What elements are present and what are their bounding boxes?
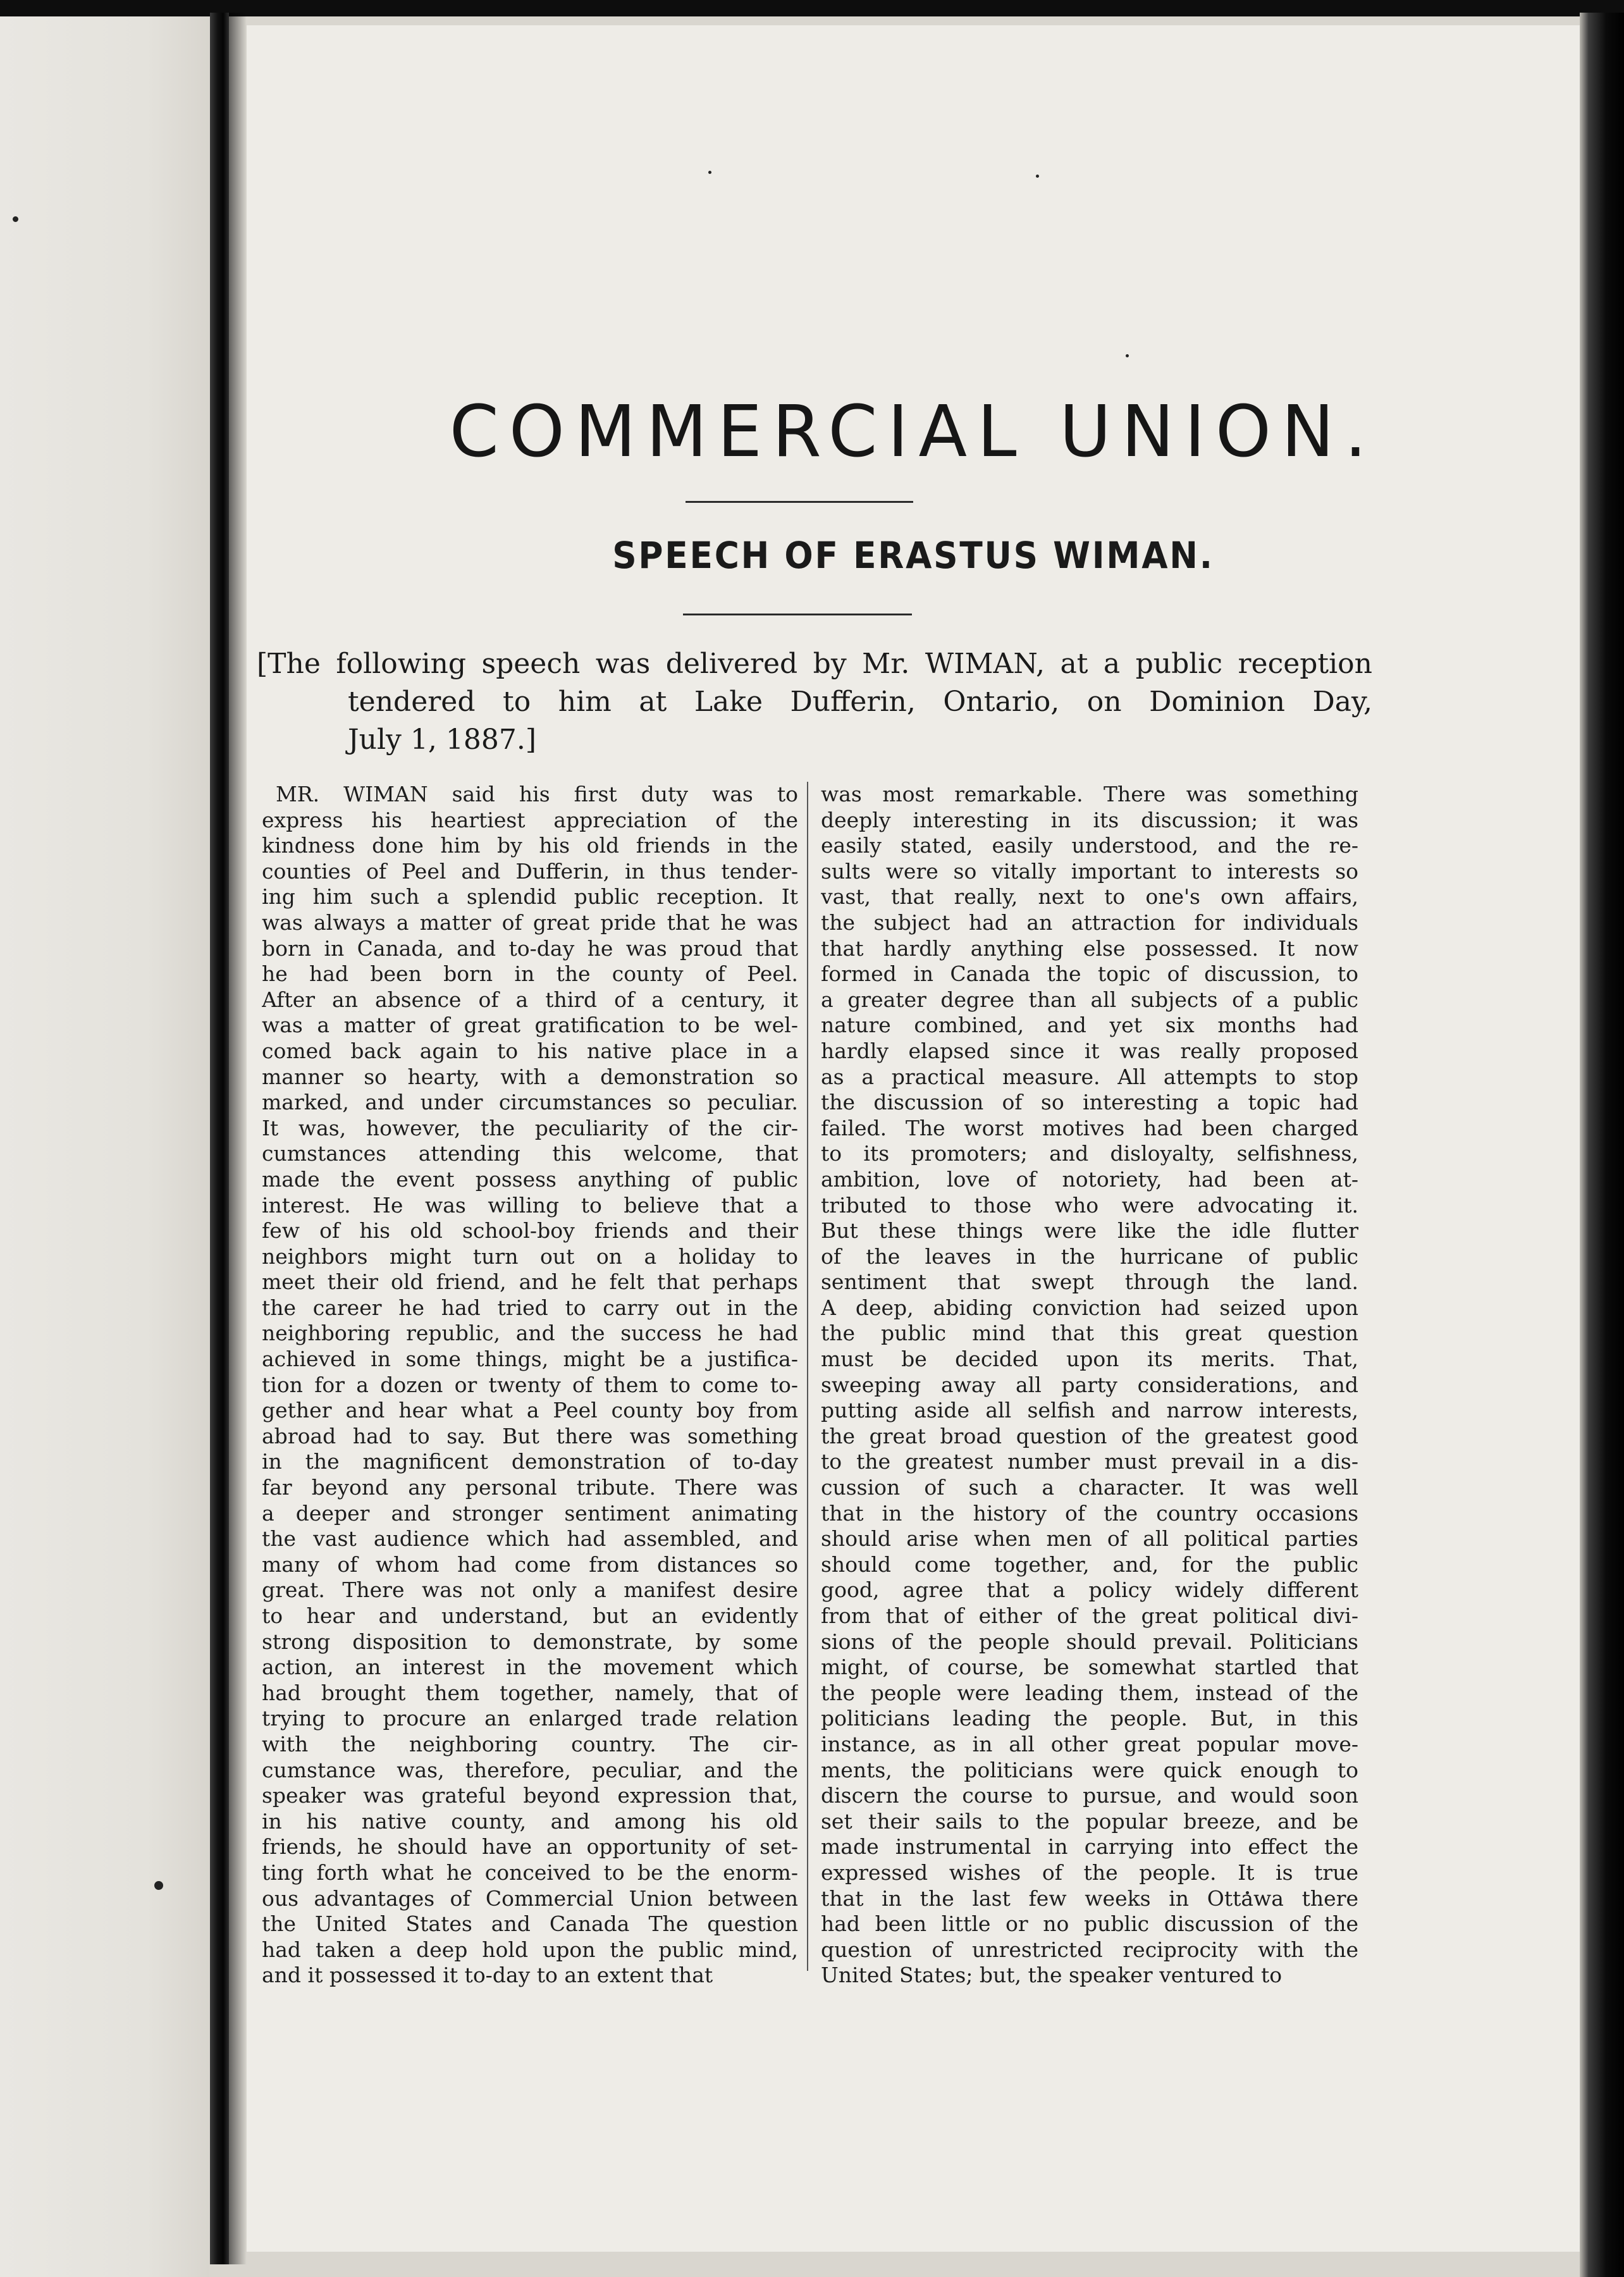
- text-line: should arise when men of all political parties: [821, 1526, 1358, 1552]
- speck: [154, 1881, 163, 1890]
- left-column: [262, 782, 798, 1989]
- text-line: to its promoters; and disloyalty, selfishness,: [821, 1141, 1358, 1166]
- text-line: marked, and under circumstances so peculiar.: [262, 1090, 798, 1115]
- speck: [1036, 175, 1039, 178]
- text-line: failed. The worst motives had been charged: [821, 1115, 1358, 1140]
- text-line: that in the last few weeks in Ottawa there: [821, 1885, 1358, 1911]
- text-line: putting aside all selfish and narrow interests,: [821, 1398, 1358, 1423]
- speck: [708, 171, 711, 174]
- speck: [13, 216, 18, 222]
- text-line: and it possessed it to-day to an extent that: [262, 1963, 713, 1988]
- text-line: with the neighboring country. The cir-: [262, 1731, 798, 1756]
- text-line: nature combined, and yet six months had: [821, 1013, 1358, 1038]
- text-line: politicians leading the people. But, in this: [821, 1706, 1358, 1731]
- text-line: United States; but, the speaker ventured to: [821, 1963, 1283, 1988]
- spine-shadow: [229, 13, 247, 2264]
- text-line: had brought them together, namely, that of: [262, 1680, 798, 1705]
- text-line: neighboring republic, and the success he had: [262, 1321, 798, 1346]
- text-line: comed back again to his native place in a: [262, 1038, 798, 1063]
- text-line: tion for a dozen or twenty of them to come to-: [262, 1372, 798, 1397]
- text-line: had taken a deep hold upon the public mind,: [262, 1937, 798, 1962]
- text-line: to hear and understand, but an evidently: [262, 1603, 798, 1628]
- text-line: the vast audience which had assembled, and: [262, 1526, 798, 1552]
- text-line: vast, that really, next to one's own affairs,: [821, 884, 1358, 910]
- text-line: made the event possess anything of public: [262, 1166, 798, 1192]
- text-line: sions of the people should prevail. Politicians: [821, 1629, 1358, 1654]
- intro-line: [The following speech was delivered by Mr. WIMAN, at a public reception: [257, 648, 1372, 680]
- text-line: abroad had to say. But there was something: [262, 1423, 798, 1448]
- document-subtitle: SPEECH OF ERASTUS WIMAN.: [612, 534, 1214, 577]
- text-line: ments, the politicians were quick enough to: [821, 1757, 1358, 1782]
- text-line: that in the history of the country occasions: [821, 1500, 1358, 1526]
- text-line: cussion of such a character. It was well: [821, 1475, 1358, 1500]
- text-line: the career he had tried to carry out in the: [262, 1295, 798, 1320]
- text-line: expressed wishes of the people. It is true: [821, 1860, 1358, 1885]
- text-line: speaker was grateful beyond expression that,: [262, 1783, 798, 1808]
- document-title: COMMERCIAL UNION.: [449, 391, 1377, 473]
- text-line: great. There was not only a manifest desire: [262, 1577, 798, 1603]
- text-line: born in Canada, and to-day he was proud that: [262, 935, 798, 961]
- text-line: was a matter of great gratification to be wel-: [262, 1013, 798, 1038]
- text-line: might, of course, be somewhat startled that: [821, 1655, 1358, 1680]
- text-line: sweeping away all party considerations, and: [821, 1372, 1358, 1397]
- text-line: was always a matter of great pride that he was: [262, 910, 798, 935]
- text-line: But these things were like the idle flutter: [821, 1218, 1358, 1243]
- text-line: as a practical measure. All attempts to stop: [821, 1064, 1358, 1089]
- facing-page-margin: [0, 16, 209, 2277]
- text-line: sentiment that swept through the land.: [821, 1269, 1358, 1295]
- text-line: interest. He was willing to believe that a: [262, 1192, 798, 1218]
- text-line: friends, he should have an opportunity of set-: [262, 1834, 798, 1860]
- text-line: kindness done him by his old friends in the: [262, 833, 798, 858]
- text-line: of the leaves in the hurricane of public: [821, 1243, 1358, 1269]
- text-line: the public mind that this great question: [821, 1321, 1358, 1346]
- text-line: good, agree that a policy widely different: [821, 1577, 1358, 1603]
- text-line: the great broad question of the greatest good: [821, 1423, 1358, 1448]
- text-line: was most remarkable. There was something: [821, 782, 1358, 806]
- column-divider: [807, 782, 808, 1971]
- text-line: in his native county, and among his old: [262, 1808, 798, 1834]
- text-line: manner so hearty, with a demonstration so: [262, 1064, 798, 1089]
- text-line: that hardly anything else possessed. It now: [821, 935, 1358, 961]
- text-line: express his heartiest appreciation of the: [262, 807, 798, 832]
- text-line: few of his old school-boy friends and their: [262, 1218, 798, 1243]
- text-line: cumstances attending this welcome, that: [262, 1141, 798, 1166]
- text-line: the subject had an attraction for individuals: [821, 910, 1358, 935]
- intro-line: July 1, 1887.]: [348, 724, 536, 756]
- scanner-right-edge: [1580, 13, 1624, 2277]
- intro-line: tendered to him at Lake Dufferin, Ontario, on Dominion Day,: [348, 686, 1372, 718]
- text-line: formed in Canada the topic of discussion, to: [821, 961, 1358, 987]
- text-line: meet their old friend, and he felt that perhaps: [262, 1269, 798, 1295]
- text-line: achieved in some things, might be a justifica-: [262, 1347, 798, 1372]
- text-line: cumstance was, therefore, peculiar, and the: [262, 1757, 798, 1782]
- book-spine: [210, 13, 229, 2264]
- text-line: ing him such a splendid public reception. It: [262, 884, 798, 910]
- text-line: instance, as in all other great popular move-: [821, 1731, 1358, 1756]
- text-line: trying to procure an enlarged trade relation: [262, 1706, 798, 1731]
- text-line: a greater degree than all subjects of a public: [821, 987, 1358, 1012]
- text-line: should come together, and, for the public: [821, 1552, 1358, 1577]
- text-line: discern the course to pursue, and would soon: [821, 1783, 1358, 1808]
- text-line: deeply interesting in its discussion; it was: [821, 807, 1358, 832]
- text-line: ambition, love of notoriety, had been at-: [821, 1166, 1358, 1192]
- text-line: easily stated, easily understood, and the re-: [821, 833, 1358, 858]
- text-line: ting forth what he conceived to be the enorm-: [262, 1860, 798, 1885]
- text-line: the people were leading them, instead of the: [821, 1680, 1358, 1705]
- document-page: [247, 25, 1580, 2252]
- text-line: strong disposition to demonstrate, by some: [262, 1629, 798, 1654]
- text-line: tributed to those who were advocating it.: [821, 1192, 1358, 1218]
- text-line: It was, however, the peculiarity of the cir-: [262, 1115, 798, 1140]
- text-line: counties of Peel and Dufferin, in thus tender-: [262, 858, 798, 884]
- text-line: many of whom had come from distances so: [262, 1552, 798, 1577]
- text-line: a deeper and stronger sentiment animating: [262, 1500, 798, 1526]
- text-line: in the magnificent demonstration of to-day: [262, 1449, 798, 1474]
- text-line: sults were so vitally important to interests so: [821, 858, 1358, 884]
- subtitle-rule: [683, 614, 912, 615]
- text-line: had been little or no public discussion of the: [821, 1911, 1358, 1937]
- text-line: hardly elapsed since it was really proposed: [821, 1038, 1358, 1063]
- text-line: ous advantages of Commercial Union between: [262, 1885, 798, 1911]
- text-line: the discussion of so interesting a topic had: [821, 1090, 1358, 1115]
- text-line: gether and hear what a Peel county boy from: [262, 1398, 798, 1423]
- text-line: MR. WIMAN said his first duty was to: [276, 782, 798, 806]
- text-line: set their sails to the popular breeze, and be: [821, 1808, 1358, 1834]
- speck: [1126, 354, 1129, 357]
- text-line: made instrumental in carrying into effect the: [821, 1834, 1358, 1860]
- text-line: A deep, abiding conviction had seized upon: [821, 1295, 1358, 1320]
- text-line: must be decided upon its merits. That,: [821, 1347, 1358, 1372]
- text-line: neighbors might turn out on a holiday to: [262, 1243, 798, 1269]
- text-line: to the greatest number must prevail in a dis-: [821, 1449, 1358, 1474]
- text-line: question of unrestricted reciprocity with the: [821, 1937, 1358, 1962]
- text-line: he had been born in the county of Peel.: [262, 961, 798, 987]
- right-column: [821, 782, 1358, 1989]
- text-line: from that of either of the great political divi-: [821, 1603, 1358, 1628]
- text-line: the United States and Canada The question: [262, 1911, 798, 1937]
- text-line: After an absence of a third of a century, it: [262, 987, 798, 1012]
- text-line: action, an interest in the movement which: [262, 1655, 798, 1680]
- title-rule: [686, 501, 913, 503]
- text-line: far beyond any personal tribute. There was: [262, 1475, 798, 1500]
